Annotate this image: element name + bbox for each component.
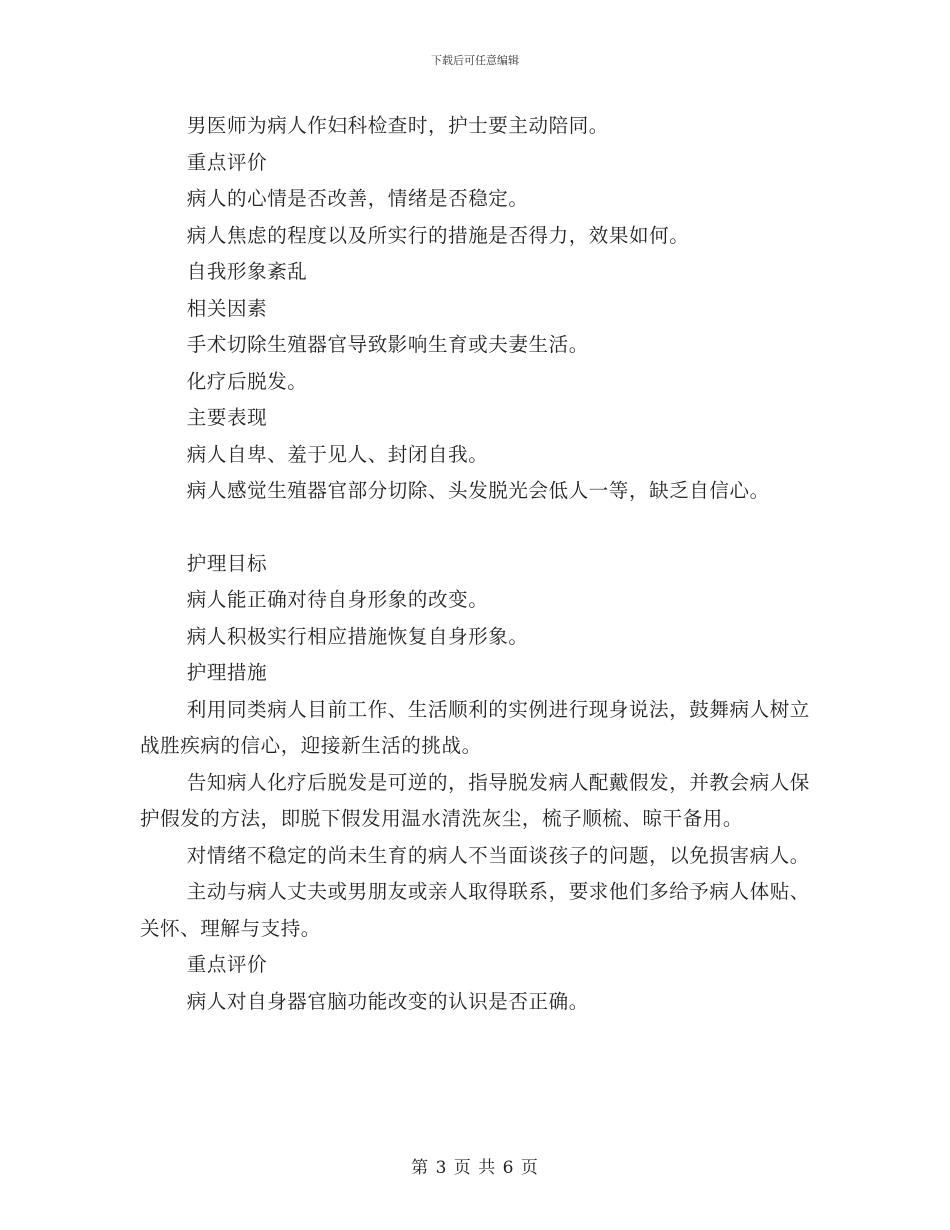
- paragraph: 利用同类病人目前工作、生活顺利的实例进行现身说法，鼓舞病人树立战胜疾病的信心，迎接新生活的挑战。: [140, 697, 810, 757]
- page-footer: 第 3 页 共 6 页: [411, 1158, 539, 1178]
- paragraph: 对情绪不稳定的尚未生育的病人不当面谈孩子的问题，以免损害病人。: [186, 843, 810, 867]
- paragraph: 病人自卑、羞于见人、封闭自我。: [186, 442, 489, 466]
- paragraph: 病人焦虑的程度以及所实行的措施是否得力，效果如何。: [186, 223, 690, 247]
- section-heading: 相关因素: [186, 296, 268, 320]
- section-heading: 重点评价: [186, 150, 268, 174]
- section-heading: 护理目标: [186, 551, 268, 575]
- paragraph: 手术切除生殖器官导致影响生育或夫妻生活。: [186, 333, 589, 356]
- blank-line: [140, 510, 820, 546]
- paragraph: 病人能正确对待自身形象的改变。: [186, 588, 489, 611]
- paragraph: 病人积极实行相应措施恢复自身形象。: [186, 624, 529, 648]
- document-body: [140, 108, 820, 1020]
- section-heading: 主要表现: [186, 406, 268, 429]
- paragraph: 病人感觉生殖器官部分切除、头发脱光会低人一等，缺乏自信心。: [186, 479, 770, 502]
- paragraph: 化疗后脱发。: [186, 369, 308, 393]
- page-header: 下载后可任意编辑: [431, 54, 519, 67]
- section-heading: 重点评价: [186, 953, 268, 976]
- paragraph: 病人对自身器官脑功能改变的认识是否正确。: [186, 989, 589, 1013]
- paragraph: 病人的心情是否改善，情绪是否稳定。: [186, 187, 529, 210]
- paragraph: 主动与病人丈夫或男朋友或亲人取得联系，要求他们多给予病人体贴、关怀、理解与支持。: [140, 880, 810, 940]
- section-heading: 自我形象紊乱: [186, 260, 308, 283]
- paragraph: 男医师为病人作妇科检查时，护士要主动陪同。: [186, 114, 609, 137]
- paragraph: 告知病人化疗后脱发是可逆的，指导脱发病人配戴假发，并教会病人保护假发的方法，即脱下假发用温水清洗灰尘，梳子顺梳、晾干备用。: [140, 770, 810, 830]
- section-heading: 护理措施: [186, 661, 268, 684]
